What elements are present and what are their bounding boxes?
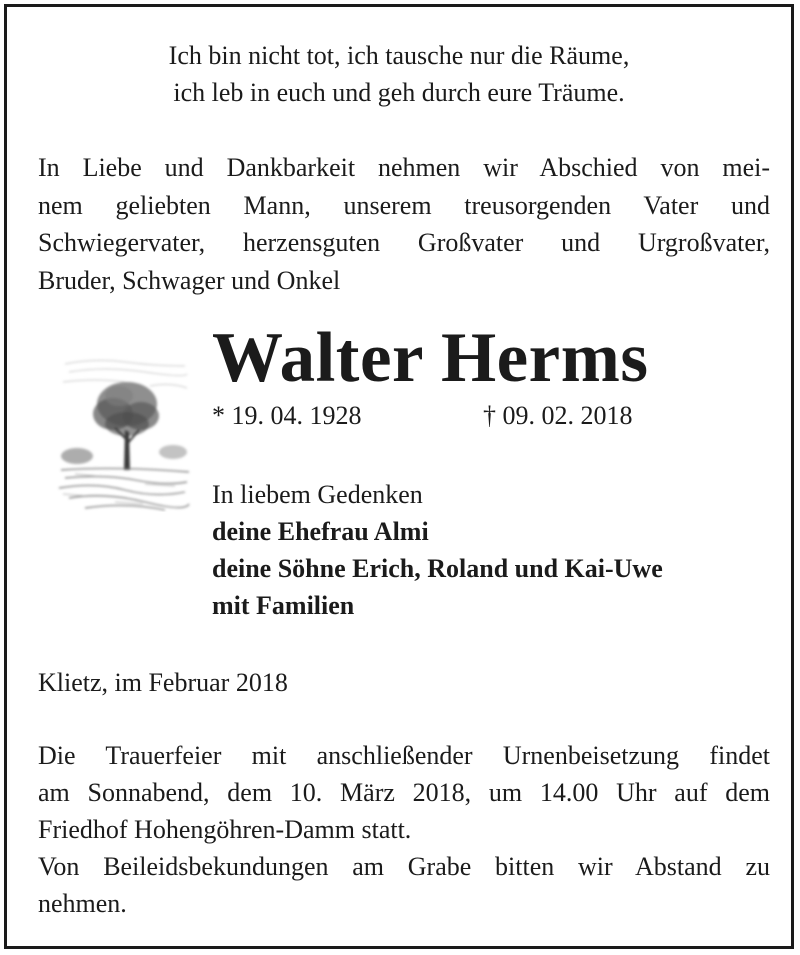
deceased-name: Walter Herms [212, 319, 649, 397]
mourner-sons: deine Söhne Erich, Roland und Kai-Uwe [212, 554, 663, 583]
place-date: Klietz, im Februar 2018 [38, 668, 288, 697]
obituary-frame [4, 4, 794, 949]
birth-date: * 19. 04. 1928 [212, 401, 362, 430]
intro-line-2: nem geliebten Mann, unserem treusorgenden Vater und [38, 190, 770, 220]
intro-text [38, 149, 770, 299]
funeral-info [38, 737, 770, 922]
intro-line-3: Schwiegervater, herzensguten Großvater und Urgroßvater, [38, 228, 770, 257]
funeral-line-4: Von Beileidsbekundungen am Grabe bitten wir Abstand zu [38, 852, 770, 881]
tree-landscape-icon [55, 352, 195, 512]
intro-line-4: Bruder, Schwager und Onkel [38, 265, 341, 295]
poem [7, 37, 791, 111]
death-date: † 09. 02. 2018 [483, 401, 633, 430]
intro-line-1: In Liebe und Dankbarkeit nehmen wir Abschied von mei- [38, 153, 770, 182]
poem-line-2: ich leb in euch und geh durch eure Träume. [173, 78, 625, 107]
mourner-families: mit Familien [212, 591, 355, 620]
funeral-line-3: Friedhof Hohengöhren-Damm statt. [38, 815, 412, 844]
funeral-line-5: nehmen. [38, 889, 127, 918]
poem-line-1: Ich bin nicht tot, ich tausche nur die Räume, [168, 41, 630, 70]
mourner-wife: deine Ehefrau Almi [212, 517, 429, 546]
mourners-heading: In liebem Gedenken [212, 480, 423, 509]
funeral-line-1: Die Trauerfeier mit anschließender Urnenbeisetzung findet [38, 741, 770, 770]
mourners [212, 476, 663, 624]
funeral-line-2: am Sonnabend, dem 10. März 2018, um 14.00 Uhr auf dem [38, 778, 770, 807]
